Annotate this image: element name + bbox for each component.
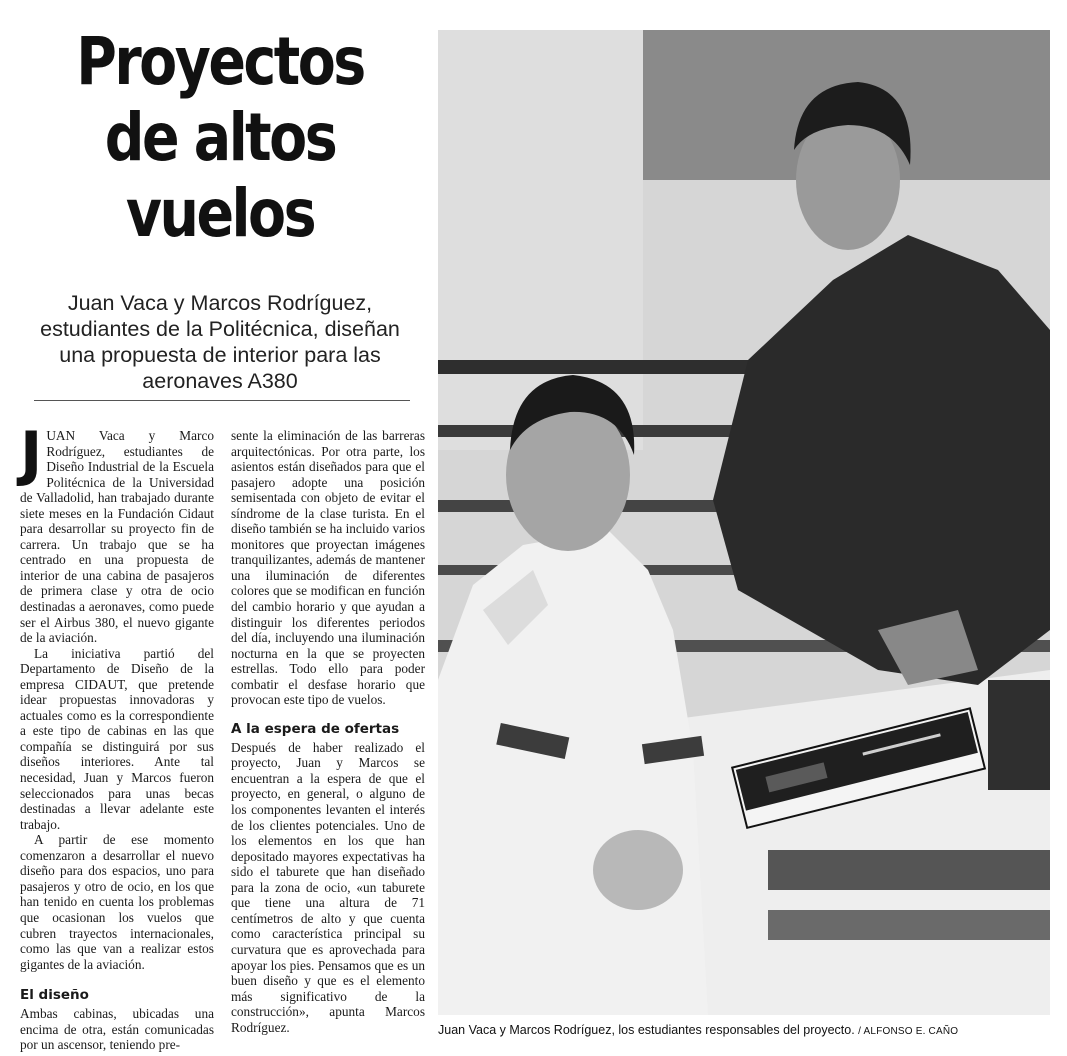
- headline-line-3: vuelos: [125, 175, 315, 252]
- photo-illustration: [438, 30, 1050, 1015]
- section-subtitle-diseno: El diseño: [20, 987, 89, 1004]
- body-paragraph-3: A partir de ese momento comenzaron a desarrollar el nuevo diseño para dos espacios, uno para pasajeros y otro de ocio, en los que han tenido en cuenta los problemas que ocasionan los vuelos que cubren trayectos internacionales, como las que van a realizar estos gigantes de la aviación.: [20, 832, 214, 972]
- section-subtitle-ofertas: A la espera de ofertas: [231, 720, 400, 737]
- body-paragraph-2: La iniciativa partió del Departamento de Diseño de la empresa CIDAUT, que pretende idear propuestas innovadoras y actuales como es la correspondiente a este tipo de cabinas en las que compañía se distinguirá por sus diseños interiores. Ante tal necesidad, Juan y Marcos fueron seleccionados para unas becas destinadas a llevar adelante este trabajo.: [20, 645, 214, 832]
- body-paragraph-1: [20, 419, 214, 646]
- headline-line-2: de altos: [104, 99, 336, 176]
- paragraph-1-text: UAN Vaca y Marco Rodríguez, estudiantes de Diseño Industrial de la Escuela Politécnica de la Universidad de Valladolid, han trabajado durante siete meses en la Fundación Cidaut para desarrollar su proyecto fin de carrera. Un trabajo que se ha centrado en una propuesta de interior de una cabina de pasajeros de primera clase y otra de ocio destinadas a aeronaves, como puede ser el Airbus 380, el nuevo gigante de la aviación.: [20, 428, 214, 646]
- subhead-line-2: estudiantes de la Politécnica, diseñan: [40, 317, 400, 341]
- headline: [52, 24, 388, 252]
- body-paragraph-6: Después de haber realizado el proyecto, Juan y Marcos se encuentran a la espera de que el proyecto, en general, o alguno de los componentes levanten el interés de los clientes potenciales. Uno de los elementos en los que han depositado mayores expectativas ha sido el taburete que han diseñado para la zona de ocio, «un taburete que tiene una altura de 71 centímetros de alto y que cuenta como característica principal su curvatura que es aprovechada para apoyar los pies. Pensamos que es un buen diseño y que es el elemento más significativo de la construcción», apunta Marcos Rodríguez.: [231, 739, 425, 1035]
- body-paragraph-4: Ambas cabinas, ubicadas una encima de otra, están comunicadas por un ascensor, teniendo pre-: [20, 1006, 214, 1053]
- body-column-1: [20, 419, 214, 1053]
- body-paragraph-5: sente la eliminación de las barreras arquitectónicas. Por otra parte, los asientos están diseñados para que el pasajero adopte una posición semisentada con objeto de evitar el síndrome de la clase turista. En el diseño también se ha incluido varios monitores que proyectan imágenes tranquilizantes, además de mantener una iluminación de diferentes colores que se modifican en función del cambio horario y que ayudan a distinguir los diferentes periodos del día, incluyendo una iluminación nocturna en la que se proyecten estrellas. Todo ello para poder combatir el desfase horario que provocan este tipo de vuelos.: [231, 428, 425, 708]
- body-column-2: [231, 428, 425, 1035]
- photo-caption: [438, 1023, 1050, 1037]
- headline-line-1: Proyectos: [76, 23, 364, 100]
- article-photo: [438, 30, 1050, 1015]
- subhead-line-4: aeronaves A380: [142, 369, 298, 393]
- caption-text: Juan Vaca y Marcos Rodríguez, los estudiantes responsables del proyecto.: [438, 1023, 855, 1037]
- subhead-line-3: una propuesta de interior para las: [59, 343, 381, 367]
- photo-credit: / ALFONSO E. CAÑO: [858, 1026, 959, 1037]
- divider-rule: [34, 400, 410, 401]
- subheadline: [20, 290, 420, 394]
- drop-cap: J: [20, 419, 43, 489]
- subhead-line-1: Juan Vaca y Marcos Rodríguez,: [67, 291, 373, 315]
